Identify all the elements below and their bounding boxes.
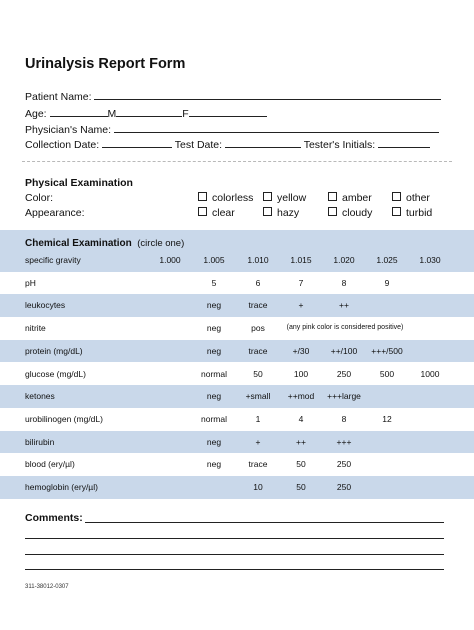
chemical-option[interactable]: neg bbox=[206, 436, 222, 447]
chemical-option[interactable]: +++/500 bbox=[371, 345, 403, 356]
chemical-option[interactable]: 500 bbox=[379, 368, 395, 379]
chemical-option[interactable]: 4 bbox=[298, 413, 304, 424]
chemical-option[interactable]: 10 bbox=[253, 482, 263, 492]
color-option-amber[interactable]: amber bbox=[328, 192, 372, 204]
chemical-option[interactable]: trace bbox=[248, 300, 268, 311]
chemical-option[interactable]: +small bbox=[245, 391, 271, 402]
female-label: F bbox=[182, 108, 189, 120]
physician-row bbox=[25, 122, 439, 136]
physician-field[interactable] bbox=[114, 122, 439, 133]
tester-initials-label: Tester's Initials: bbox=[303, 139, 376, 151]
chemical-option[interactable]: normal bbox=[201, 413, 227, 424]
appearance-label: Appearance: bbox=[25, 207, 85, 219]
dates-row bbox=[25, 137, 430, 151]
chemical-option[interactable]: 7 bbox=[298, 277, 304, 288]
comments-line[interactable] bbox=[25, 538, 444, 539]
chemical-option[interactable]: neg bbox=[206, 459, 222, 470]
chemical-option[interactable]: +++ bbox=[336, 436, 352, 447]
nitrite-note: (any pink color is considered positive) bbox=[286, 324, 404, 332]
appearance-option-clear[interactable]: clear bbox=[198, 207, 235, 219]
chemical-option[interactable]: 1.020 bbox=[333, 255, 355, 265]
chemical-option[interactable]: + bbox=[255, 436, 261, 447]
chemical-row bbox=[0, 294, 474, 317]
chemical-option[interactable]: 8 bbox=[341, 413, 347, 424]
chemical-option[interactable]: ++ bbox=[296, 436, 306, 447]
chemical-row bbox=[0, 272, 474, 295]
chemical-option[interactable]: 1.025 bbox=[376, 255, 398, 265]
chemical-row-label: glucose (mg/dL) bbox=[25, 368, 86, 379]
chemical-option[interactable]: neg bbox=[206, 323, 222, 334]
checkbox-icon bbox=[198, 192, 207, 201]
chemical-option[interactable]: ++/100 bbox=[330, 345, 358, 356]
chemical-option[interactable]: 1.015 bbox=[290, 255, 312, 265]
color-option-other[interactable]: other bbox=[392, 192, 430, 204]
chemical-option[interactable]: 12 bbox=[382, 413, 392, 424]
chemical-option[interactable]: 50 bbox=[296, 459, 306, 470]
chemical-row bbox=[0, 408, 474, 431]
patient-name-label: Patient Name: bbox=[25, 91, 92, 103]
chemical-option[interactable]: + bbox=[298, 300, 304, 311]
patient-name-field[interactable] bbox=[94, 89, 441, 100]
appearance-option-turbid[interactable]: turbid bbox=[392, 207, 432, 219]
chemical-option[interactable]: 100 bbox=[293, 368, 309, 379]
chemical-option[interactable]: 50 bbox=[253, 368, 263, 379]
checkbox-icon bbox=[392, 192, 401, 201]
test-date-field[interactable] bbox=[225, 137, 301, 148]
chemical-option[interactable]: neg bbox=[206, 345, 222, 356]
chemical-option[interactable]: pos bbox=[251, 323, 265, 334]
test-date-label: Test Date: bbox=[174, 139, 223, 151]
chemical-row bbox=[0, 340, 474, 363]
chemical-row-label: hemoglobin (ery/µl) bbox=[25, 482, 98, 492]
comments-line[interactable] bbox=[85, 522, 444, 523]
chemical-option[interactable]: 6 bbox=[255, 277, 261, 288]
section-divider bbox=[22, 161, 452, 162]
appearance-option-cloudy[interactable]: cloudy bbox=[328, 207, 372, 219]
male-label: M bbox=[107, 108, 117, 120]
chemical-option[interactable]: neg bbox=[206, 391, 222, 402]
chemical-row bbox=[0, 249, 474, 272]
chemical-option[interactable]: 250 bbox=[336, 459, 352, 470]
checkbox-icon bbox=[392, 207, 401, 216]
checkbox-icon bbox=[328, 192, 337, 201]
chemical-option[interactable]: +/30 bbox=[292, 345, 310, 356]
chemical-option[interactable]: ++ bbox=[339, 300, 349, 311]
chemical-row-label: protein (mg/dL) bbox=[25, 345, 83, 356]
tester-initials-field[interactable] bbox=[378, 137, 430, 148]
chemical-option[interactable]: 1.010 bbox=[247, 255, 269, 265]
chemical-row-label: bilirubin bbox=[25, 436, 55, 447]
chemical-option[interactable]: 50 bbox=[296, 482, 306, 492]
form-title: Urinalysis Report Form bbox=[25, 56, 186, 72]
chemical-option[interactable]: +++large bbox=[327, 391, 361, 402]
chemical-row-label: specific gravity bbox=[25, 255, 81, 265]
collection-date-label: Collection Date: bbox=[25, 139, 100, 151]
chemical-row bbox=[0, 385, 474, 408]
chemical-option[interactable]: 250 bbox=[336, 482, 352, 492]
chemical-option[interactable]: 9 bbox=[384, 277, 390, 288]
chemical-option[interactable]: 1.005 bbox=[203, 255, 225, 265]
chemical-option[interactable]: normal bbox=[201, 368, 227, 379]
chemical-row bbox=[0, 431, 474, 454]
comments-label: Comments: bbox=[25, 512, 83, 524]
chemical-row-label: nitrite bbox=[25, 323, 46, 334]
chemical-row bbox=[0, 476, 474, 499]
physician-label: Physician's Name: bbox=[25, 124, 112, 136]
checkbox-icon bbox=[198, 207, 207, 216]
checkbox-icon bbox=[263, 207, 272, 216]
form-code: 311-38012-0307 bbox=[25, 584, 69, 590]
collection-date-field[interactable] bbox=[102, 137, 172, 148]
comments-line[interactable] bbox=[25, 554, 444, 555]
checkbox-icon bbox=[263, 192, 272, 201]
appearance-option-hazy[interactable]: hazy bbox=[263, 207, 299, 219]
chemical-option[interactable]: 1.030 bbox=[419, 255, 441, 265]
chemical-option[interactable]: ++mod bbox=[287, 391, 315, 402]
chemical-option[interactable]: 5 bbox=[211, 277, 217, 288]
chemical-option[interactable]: neg bbox=[206, 300, 222, 311]
age-row bbox=[25, 106, 267, 120]
chemical-row bbox=[0, 363, 474, 386]
physical-heading: Physical Examination bbox=[25, 177, 133, 189]
chemical-option[interactable]: 1 bbox=[255, 413, 261, 424]
age-field[interactable] bbox=[50, 106, 108, 117]
chemical-row-label: leukocytes bbox=[25, 300, 66, 311]
chemical-option[interactable]: trace bbox=[248, 459, 268, 470]
chemical-option[interactable]: trace bbox=[248, 345, 268, 356]
patient-name-row bbox=[25, 89, 441, 103]
chemical-option[interactable]: 1000 bbox=[420, 368, 440, 379]
chemical-row bbox=[0, 453, 474, 476]
checkbox-icon bbox=[328, 207, 337, 216]
color-option-colorless[interactable]: colorless bbox=[198, 192, 253, 204]
chemical-row-label: pH bbox=[25, 277, 36, 288]
chemical-option[interactable]: 8 bbox=[341, 277, 347, 288]
color-option-yellow[interactable]: yellow bbox=[263, 192, 306, 204]
chemical-heading-note: (circle one) bbox=[137, 238, 185, 249]
chemical-row-label: ketones bbox=[25, 391, 55, 402]
male-field[interactable] bbox=[116, 106, 182, 117]
chemical-row-label: urobilinogen (mg/dL) bbox=[25, 413, 103, 424]
chemical-option[interactable]: 1.000 bbox=[159, 255, 181, 265]
comments-line[interactable] bbox=[25, 569, 444, 570]
female-field[interactable] bbox=[189, 106, 267, 117]
chemical-heading: Chemical Examination (circle one) bbox=[25, 238, 185, 249]
age-label: Age: bbox=[25, 108, 47, 120]
chemical-row bbox=[0, 317, 474, 340]
chemical-row-label: blood (ery/µl) bbox=[25, 459, 75, 470]
color-label: Color: bbox=[25, 192, 54, 204]
chemical-option[interactable]: 250 bbox=[336, 368, 352, 379]
